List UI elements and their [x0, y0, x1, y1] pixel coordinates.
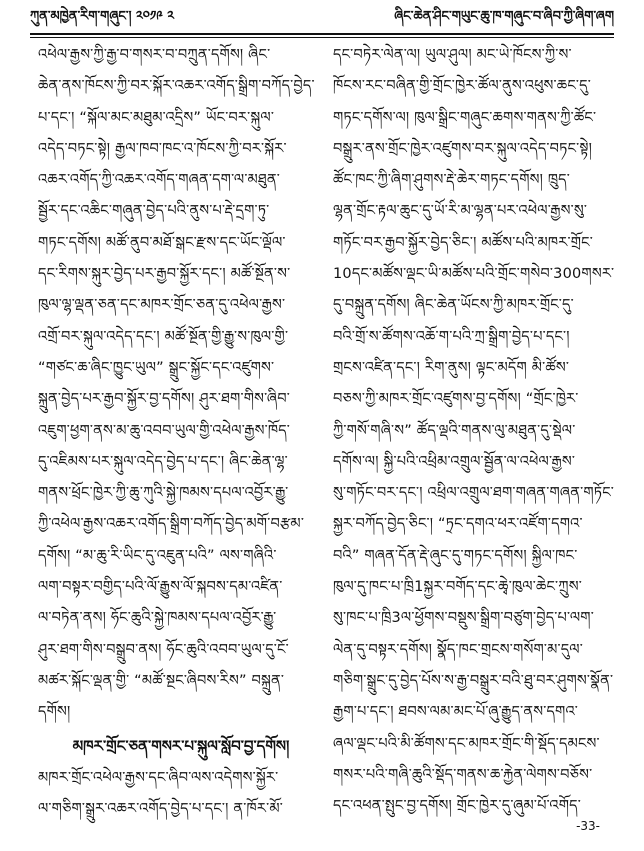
- text-line: དང་འཕན་སྤུང་བྱ་དགོས། གྲོང་ཁྱེར་དུ་ཞུམ་པོ་འགོད་: [333, 798, 581, 815]
- text-line: ཁུལ་དུ་ཁང་པ་ཁྲི1སྐྱར་བགོད་དང་ཆྭེ་ཁུལ་ཆེང་ཀྲུས་: [333, 579, 582, 596]
- text-line: ཚོང་ཁང་ཀྱི་ཞིག་ཤུགས་རྡེ་ཆེར་གཏང་དགོས། ཁྲུད་: [333, 172, 571, 189]
- text-line: མཚར་སྐོང་ལྡན་གྱི་ “མཚོ་སྔང་ཞིབས་རིས” བསྐྲུན་: [38, 672, 285, 689]
- right-column: [333, 40, 619, 822]
- header-rule: [30, 33, 614, 38]
- text-line: གཏང་དགོས། མཚོ་ནུབ་མཐོ་སྒང་རྫས་དང་ཡོང་ལྡོལ་: [38, 234, 286, 251]
- text-line: ཆེན་ནས་ཁོངས་ཀྱི་བར་སྐོར་འཆར་འགོད་སྒྲིག་བཀོད་བྱེད་: [38, 78, 315, 95]
- text-line: བའི” གཞན་དོན་རྡེ་ཞུང་དུ་གཏང་དགོས། སྐྱིལ་ཁང་: [333, 547, 578, 564]
- text-line: སྐྱར་བཀོད་བྱེད་ཅིང་། “ཏྲང་དགའ་ཕར་འཛོག་དགའ་: [333, 516, 583, 533]
- running-header: [30, 6, 614, 32]
- text-line: འགྲོ་བར་སྐུལ་འདེད་དང་། མཚོ་སྔོན་གྱི་རྒྱུ་ས་ཁུལ་གྱི་: [38, 328, 289, 345]
- text-line: གཏོང་བར་རྒྱབ་སྐྱོར་བྱེད་ཅིང་། མཚོས་པའི་མཁར་གྲོང་: [333, 234, 593, 251]
- text-line: ཤུར་ཐག་གིས་བསྒྲུབ་ནས། ཧོང་ཆུའི་འབབ་ཡུལ་དུ་ངོ་: [38, 641, 289, 658]
- text-line: ལ་གཅིག་སྒྲུར་འཆར་འགོད་བྱེད་པ་དང་། ན་ཁོར་མོ་: [38, 800, 283, 817]
- text-line: དགོས། “མ་ཆུ་རི་ཡིང་དུ་འཇུན་པའི” ལས་གཞིའི་: [38, 547, 277, 564]
- text-line: ལ་བཏེན་ནས། ཧོང་ཆུའི་སྐྱེ་ཁམས་དཔལ་འབྱོར་རྒྱུ་: [38, 610, 277, 627]
- page-number: -33-: [576, 819, 600, 833]
- text-line: གྲངས་འཛིན་དང་། རིག་ནུས། ལྟང་མདོག མི་ཚོས་: [333, 359, 570, 376]
- text-line: ཁུལ་ལྷ་ལྡན་ཅན་དང་མཁར་གྲོང་ཅན་དུ་འཕེལ་རྒྱས་: [38, 297, 286, 314]
- text-line: དགོས།: [38, 704, 71, 721]
- article-running-title: ཞིང་ཆེན་ཤིང་གཡུང་ཆུ་ཁ་གཞུང་བ་ཞིབ་ཀྱི་ཞིག་ཞག: [394, 8, 614, 24]
- journal-title: ཀུན་མཁྱེན་རིག་གཞུང༌། ༢༠༡༩ ༢: [30, 8, 175, 24]
- left-column: [38, 40, 324, 825]
- text-line: ཀྱི་འཕེལ་རྒྱས་འཆར་འགོད་སྒྲིག་བཀོད་བྱེད་མགོ་བརྩམ་: [38, 516, 305, 533]
- text-line: པ་དང་། “སྐོལ་མང་མཐུམ་འདྲིས” ཡོང་བར་སྐུལ་: [38, 109, 275, 126]
- section-heading: མཁར་གྲོང་ཅན་གསར་པ་སྐུལ་སློབ་བྱ་དགོས།: [72, 736, 290, 755]
- text-line: དགོས་ལ། སྐྱི་པའི་འཕྲིམ་འགྲུལ་སྦྱོན་ལ་འཕེལ་རྒྱས་: [333, 453, 576, 470]
- text-line: བའི་གྲོ་ས་ཚོགས་འཆོ་ག་པའི་ཀྲ་སྒྲིག་བྱེད་པ་དང་།: [333, 328, 570, 345]
- text-line: བཅས་ཀྱི་མཁར་གྲོང་འཛུགས་བྱ་དགོས། “གྲོང་ཁྱེར་: [333, 391, 579, 408]
- text-line: ལག་བསྟར་བགྱིད་པའི་ལོ་རྒྱུས་ལོ་སྐབས་དམ་འཛིན་: [38, 579, 283, 596]
- text-line: དུ་བསྐྲུན་དགོས། ཞིང་ཆེན་ཡོངས་ཀྱི་མཁར་གྲོང་དུ་: [333, 297, 574, 314]
- text-line: གཅིག་སྒྲུང་དུ་བྱེད་པོས་ས་རྒྱ་བསྒྲུར་བའི་ཐུ་བར་ཤུགས་སྣོན་: [333, 672, 614, 689]
- text-line: ཀྱི་གསོ་གཞི་ས” ཚོད་ལྡའི་གནས་ལུ་མཐུན་དུ་སྡེལ་: [333, 422, 576, 439]
- text-line: སྐྲུན་བྱེད་པར་རྒྱབ་སྐྱོར་བྱ་དགོས། ཤུར་ཐག་གིས་ཞིབ་: [38, 391, 291, 408]
- text-line: ལྷན་གྲོང་རྟལ་ཆུང་དུ་ཡོ་རི་མ་ལྷན་པར་འཕེལ་རྒྱས་སུ་: [333, 203, 588, 220]
- text-line: “གཙང་ཆ་ཞིང་ཁྱུང་ཡུལ” སྒྲུང་སྐྱོང་དང་འཛུགས་: [38, 359, 275, 376]
- text-line: གསར་པའི་གཞི་ཆུའི་སྡོད་གནས་ཆ་རྐྱེན་ལེགས་བཅོས་: [333, 766, 593, 783]
- text-line: སུ་ཁང་པ་ཁྲི3ལ་ཕྱོགས་བསྡུས་སྒྲིག་བཙུག་བྱེད་པ་ལག་: [333, 610, 594, 627]
- text-line: གནས་ཕྲོང་ཁྱེར་ཀྱི་ཆུ་ཀུའི་སྐྱེ་ཁམས་དཔལ་འབྱོར་རྒྱུ་: [38, 485, 289, 502]
- text-line: 10དང་མཚོས་ལྡང་ཡི་མཚོས་པའི་གྲོང་གསེབ་300གསར་: [333, 266, 615, 283]
- text-line: འཆར་འགོད་ཀྱི་འཆར་འགོད་གཞན་དག་ལ་མཐུན་: [38, 172, 281, 189]
- text-line: བསྒྲུར་ནས་གྲོང་ཁྱེར་འཛུགས་བར་སྐུལ་འདེད་བཏང་སྟེ།: [333, 140, 593, 157]
- text-line: འདེད་བཏང་སྟེ། རྒྱལ་ཁབ་ཁང་འ་ཁོངས་ཀྱི་བར་སྐོར་: [38, 140, 287, 157]
- text-line: གཏང་དགོས་ལ། ཁུལ་སྒྲིང་གཞུང་ཆགས་གནས་ཀྱི་ཚོང་: [333, 109, 597, 126]
- text-line: སྦྱོར་དང་འཆིང་གཞུན་བྱེད་པའི་ནུས་པ་རྡེ་དྲག་ཏུ་: [38, 203, 270, 220]
- text-line: ཁོངས་རང་བཞིན་གྱི་གྲོང་ཁྱེར་ཚོལ་ནུས་འཕུས་ཆང་དུ་: [333, 78, 591, 95]
- text-line: སུ་གཏོང་བར་དང་། འཕྲིལ་འགྲུལ་ཐག་གཞན་གཞན་གཏོང་: [333, 485, 615, 502]
- text-line: འཇུག་ཕྱག་ནས་མ་ཆུ་འབབ་ཡུལ་གྱི་འཕེལ་རྒྱས་ཁོད་: [38, 422, 291, 439]
- text-line: ལེན་དུ་བསྟར་དགོས། སྣོད་ཁང་གྲངས་གསོག་མ་དུལ་: [333, 641, 583, 658]
- text-line: དང་བཏེར་ལེན་ལ། ཡུལ་ཤུལ། མང་ཡེ་ཁོངས་ཀྱི་ས་: [333, 47, 572, 63]
- text-line: དང་རིགས་སྐུར་བྱེད་པར་རྒྱབ་སྐྱོར་དང་། མཚོ་སྔོན་ས་: [38, 266, 291, 283]
- text-line: མཁར་གྲོང་འཕེལ་རྒྱས་དང་ཞིབ་ལས་འདེགས་སྐྱོར་: [38, 769, 279, 786]
- text-line: དུ་འཇིམས་པར་སྐུལ་འདེད་བྱེད་པ་དང་། ཞིང་ཆེན་ལྷ་: [38, 453, 288, 470]
- text-line: ཞལ་ལྡང་པའི་མི་ཚོགས་དང་མཁར་གྲོང་གི་སྡོད་དམངས་: [333, 735, 600, 752]
- text-line: འཕེལ་རྒྱས་ཀྱི་རྒྱ་བ་གསར་བ་བཀྲུན་དགོས། ཞིང་: [38, 47, 271, 63]
- text-line: རྒྱག་པ་དང་། ཐབས་ལམ་མང་པོ་ཞུ་རྒྱུད་ནས་དགའ་: [333, 704, 579, 721]
